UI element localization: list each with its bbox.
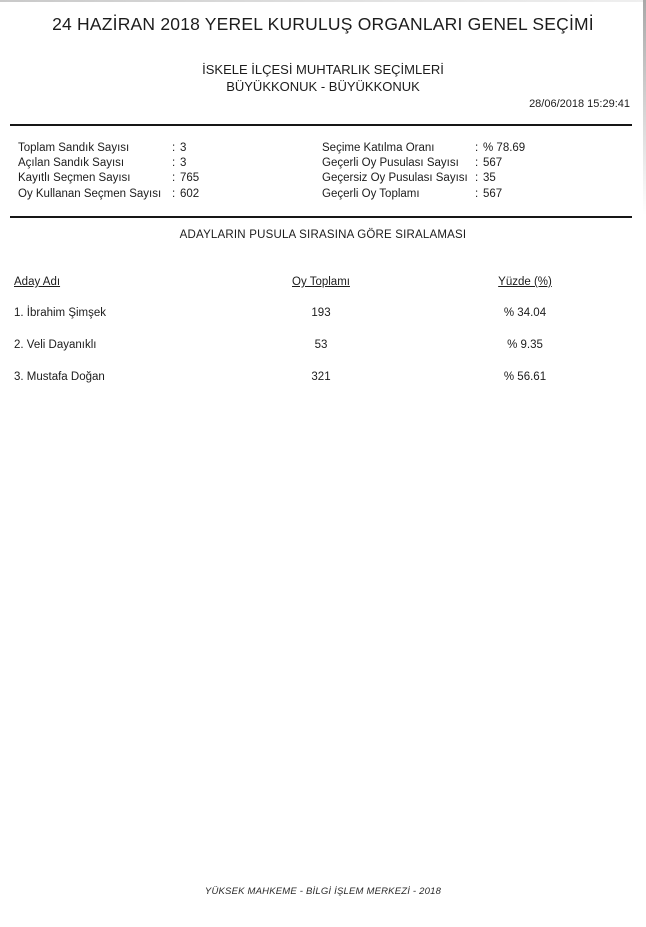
divider-header <box>10 124 632 126</box>
stat-colon: : <box>172 157 176 170</box>
scan-edge-artifact-top <box>0 0 646 2</box>
candidate-name: 1. İbrahim Şimşek <box>14 307 107 319</box>
stat-colon: : <box>475 187 479 200</box>
header-aday-adi: Aday Adı <box>14 276 61 288</box>
candidate-percent: % 9.35 <box>507 339 543 351</box>
stat-colon: : <box>475 172 479 185</box>
stats-left-column <box>18 140 199 202</box>
stat-colon: : <box>172 172 176 185</box>
stat-label: Geçerli Oy Toplamı <box>322 187 420 200</box>
subtitle-locality-line: BÜYÜKKONUK - BÜYÜKKONUK <box>226 79 420 94</box>
stat-label: Geçersiz Oy Pusulası Sayısı <box>322 172 468 185</box>
stat-colon: : <box>172 187 176 200</box>
candidate-percent: % 56.61 <box>503 371 547 383</box>
stat-row-gecerli-oy-toplami <box>322 186 525 201</box>
stat-value: % 78.69 <box>483 141 526 154</box>
stat-colon: : <box>475 141 479 154</box>
stat-label: Kayıtlı Seçmen Sayısı <box>18 172 131 185</box>
report-subtitle <box>0 61 646 95</box>
stat-row-oy-kullanan <box>18 186 199 201</box>
stat-row-kayitli-secmen <box>18 171 199 186</box>
report-timestamp: 28/06/2018 15:29:41 <box>529 98 630 110</box>
stat-row-toplam-sandik <box>18 140 199 155</box>
section-title: ADAYLARIN PUSULA SIRASINA GÖRE SIRALAMASI <box>179 229 467 241</box>
stat-value: 3 <box>180 141 187 154</box>
stats-right-column <box>322 140 525 202</box>
stat-value: 35 <box>483 172 496 185</box>
candidate-votes: 193 <box>311 307 331 319</box>
candidate-votes: 321 <box>311 371 331 383</box>
candidate-percent: % 34.04 <box>503 307 547 319</box>
stat-value: 567 <box>483 187 503 200</box>
stat-value: 765 <box>180 172 200 185</box>
header-yuzde: Yüzde (%) <box>498 276 552 288</box>
page-title: 24 HAZİRAN 2018 YEREL KURULUŞ ORGANLARI GENEL SEÇİMİ <box>52 14 594 34</box>
stat-label: Oy Kullanan Seçmen Sayısı <box>18 187 162 200</box>
candidate-name: 2. Veli Dayanıklı <box>14 339 97 351</box>
header-oy-toplami: Oy Toplamı <box>292 276 350 288</box>
stat-label: Geçerli Oy Pusulası Sayısı <box>322 157 459 170</box>
stat-colon: : <box>475 157 479 170</box>
stat-label: Toplam Sandık Sayısı <box>18 141 130 154</box>
stat-value: 3 <box>180 157 187 170</box>
candidate-votes: 53 <box>314 339 328 351</box>
stat-label: Açılan Sandık Sayısı <box>18 157 125 170</box>
stat-label: Seçime Katılma Oranı <box>322 141 435 154</box>
divider-section <box>10 216 632 218</box>
candidate-name: 3. Mustafa Doğan <box>14 371 105 383</box>
stat-colon: : <box>172 141 176 154</box>
stat-value: 602 <box>180 187 200 200</box>
stat-row-gecersiz-pusula <box>322 171 525 186</box>
report-footer: YÜKSEK MAHKEME - BİLGİ İŞLEM MERKEZİ - 2018 <box>204 886 442 897</box>
subtitle-district-line: İSKELE İLÇESİ MUHTARLIK SEÇİMLERİ <box>202 62 444 77</box>
stat-row-gecerli-pusula <box>322 155 525 170</box>
stat-value: 567 <box>483 157 503 170</box>
stat-row-acilan-sandik <box>18 155 199 170</box>
stat-row-katilma-orani <box>322 140 525 155</box>
